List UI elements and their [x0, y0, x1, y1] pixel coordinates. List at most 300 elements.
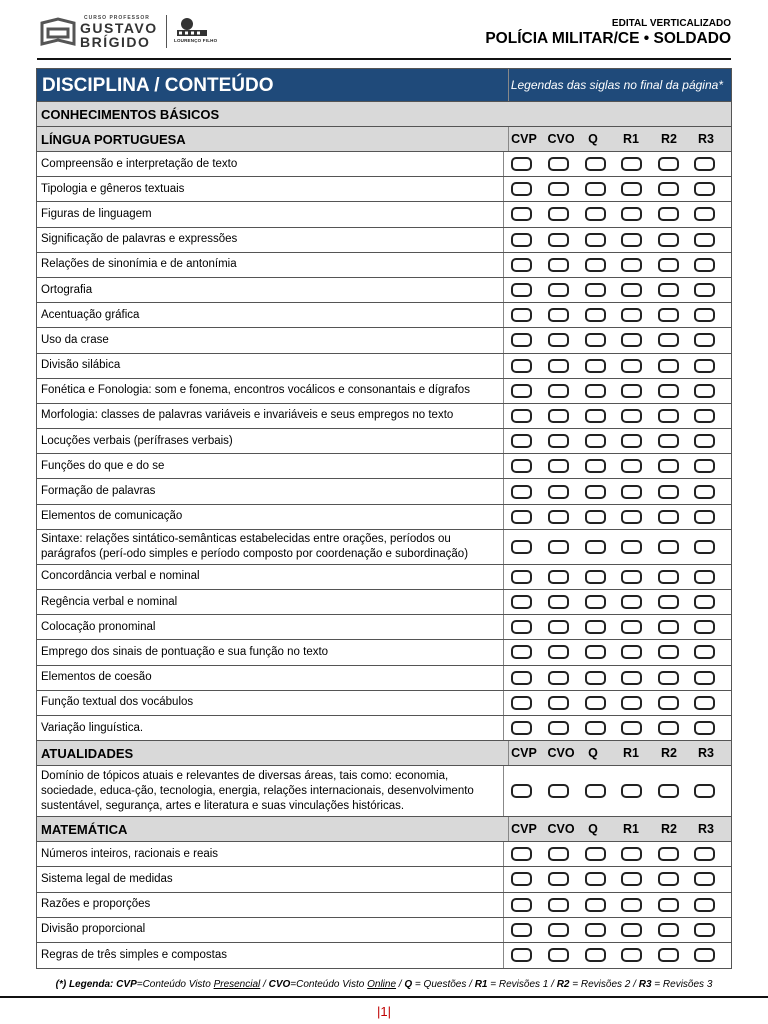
- table-row: [37, 530, 731, 565]
- checkbox-cvp[interactable]: [511, 207, 532, 221]
- checkbox-r1[interactable]: [621, 384, 642, 398]
- column-header: R2: [661, 132, 677, 146]
- checkbox-cvo[interactable]: [548, 459, 569, 473]
- checkbox-group: [504, 328, 731, 352]
- checkbox-cvp[interactable]: [511, 485, 532, 499]
- table-title-row: [37, 69, 731, 102]
- table-row: [37, 379, 731, 404]
- checkbox-group: [504, 354, 731, 378]
- checkbox-q[interactable]: [585, 207, 606, 221]
- column-headers: [509, 127, 731, 151]
- checkbox-group: [504, 943, 731, 968]
- checkbox-group: [504, 918, 731, 942]
- checkbox-group: [504, 202, 731, 226]
- checkbox-r2[interactable]: [658, 233, 679, 247]
- checkbox-group: [504, 454, 731, 478]
- checkbox-cvo[interactable]: [548, 948, 569, 962]
- checkbox-q[interactable]: [585, 434, 606, 448]
- header-rule: [37, 58, 731, 60]
- checkbox-cvo[interactable]: [548, 409, 569, 423]
- checkbox-q[interactable]: [585, 948, 606, 962]
- checkbox-r1[interactable]: [621, 409, 642, 423]
- column-header: R2: [661, 822, 677, 837]
- topic-text: Números inteiros, racionais e reais: [37, 842, 504, 866]
- checkbox-q[interactable]: [585, 258, 606, 272]
- checkbox-cvo[interactable]: [548, 696, 569, 710]
- checkbox-cvp[interactable]: [511, 540, 532, 554]
- group-heading: CONHECIMENTOS BÁSICOS: [37, 102, 731, 127]
- column-header: R3: [698, 746, 714, 761]
- checkbox-cvp[interactable]: [511, 645, 532, 659]
- checkbox-r1[interactable]: [621, 283, 642, 297]
- checkbox-r3[interactable]: [694, 459, 715, 473]
- checkbox-r3[interactable]: [694, 182, 715, 196]
- table-row: [37, 943, 731, 968]
- checkbox-q[interactable]: [585, 333, 606, 347]
- checkbox-r2[interactable]: [658, 434, 679, 448]
- checkbox-r2[interactable]: [658, 620, 679, 634]
- checkbox-r2[interactable]: [658, 570, 679, 584]
- checkbox-group: [504, 479, 731, 503]
- checkbox-r2[interactable]: [658, 182, 679, 196]
- column-header: CVO: [547, 132, 575, 146]
- topic-text: Divisão proporcional: [37, 918, 504, 942]
- sections: [37, 127, 731, 968]
- checkbox-r1[interactable]: [621, 434, 642, 448]
- table-row: [37, 666, 731, 691]
- checkbox-cvo[interactable]: [548, 359, 569, 373]
- checkbox-r3[interactable]: [694, 258, 715, 272]
- topic-text: Variação linguística.: [37, 716, 504, 740]
- checkbox-r1[interactable]: [621, 645, 642, 659]
- checkbox-cvp[interactable]: [511, 182, 532, 196]
- checkbox-cvo[interactable]: [548, 157, 569, 171]
- checkbox-group: [504, 640, 731, 664]
- checkbox-r3[interactable]: [694, 359, 715, 373]
- footer-rule: [0, 996, 768, 998]
- checkbox-cvp[interactable]: [511, 283, 532, 297]
- checkbox-cvp[interactable]: [511, 595, 532, 609]
- checkbox-group: [504, 152, 731, 176]
- header-divider: [166, 15, 167, 48]
- checkbox-r3[interactable]: [694, 384, 715, 398]
- table-row: [37, 328, 731, 353]
- checkbox-r3[interactable]: [694, 233, 715, 247]
- checkbox-r3[interactable]: [694, 721, 715, 735]
- checkbox-q[interactable]: [585, 784, 606, 798]
- checkbox-group: [504, 505, 731, 529]
- table-row: [37, 454, 731, 479]
- checkbox-cvp[interactable]: [511, 157, 532, 171]
- checkbox-cvo[interactable]: [548, 784, 569, 798]
- table-row: [37, 615, 731, 640]
- checkbox-group: [504, 253, 731, 277]
- checkbox-group: [504, 842, 731, 866]
- checkbox-r1[interactable]: [621, 671, 642, 685]
- topic-text: Fonética e Fonologia: som e fonema, encontros vocálicos e consonantais e dígrafos: [37, 379, 504, 403]
- checkbox-r2[interactable]: [658, 258, 679, 272]
- checkbox-r1[interactable]: [621, 948, 642, 962]
- checkbox-cvo[interactable]: [548, 233, 569, 247]
- checkbox-r3[interactable]: [694, 948, 715, 962]
- checkbox-r3[interactable]: [694, 570, 715, 584]
- topic-text: Concordância verbal e nominal: [37, 565, 504, 589]
- table-row: [37, 202, 731, 227]
- checkbox-r2[interactable]: [658, 872, 679, 886]
- checkbox-r3[interactable]: [694, 308, 715, 322]
- checkbox-r1[interactable]: [621, 784, 642, 798]
- column-header: Q: [588, 132, 598, 146]
- checkbox-cvp[interactable]: [511, 570, 532, 584]
- table-row: [37, 505, 731, 530]
- checkbox-cvp[interactable]: [511, 233, 532, 247]
- checkbox-q[interactable]: [585, 872, 606, 886]
- topic-text: Emprego dos sinais de pontuação e sua função no texto: [37, 640, 504, 664]
- checkbox-r2[interactable]: [658, 207, 679, 221]
- checkbox-r1[interactable]: [621, 540, 642, 554]
- column-header: R3: [698, 822, 714, 837]
- topic-text: Morfologia: classes de palavras variáveis e invariáveis e seus empregos no texto: [37, 404, 504, 428]
- topic-text: Divisão silábica: [37, 354, 504, 378]
- checkbox-q[interactable]: [585, 157, 606, 171]
- checkbox-group: [504, 530, 731, 564]
- checkbox-q[interactable]: [585, 409, 606, 423]
- checkbox-r2[interactable]: [658, 923, 679, 937]
- checkbox-q[interactable]: [585, 620, 606, 634]
- checkbox-r2[interactable]: [658, 409, 679, 423]
- checkbox-cvo[interactable]: [548, 645, 569, 659]
- checkbox-r3[interactable]: [694, 645, 715, 659]
- section-title: LÍNGUA PORTUGUESA: [37, 127, 509, 151]
- table-row: [37, 766, 731, 817]
- checkbox-r1[interactable]: [621, 182, 642, 196]
- topic-text: Acentuação gráfica: [37, 303, 504, 327]
- checkbox-cvo[interactable]: [548, 207, 569, 221]
- checkbox-cvo[interactable]: [548, 872, 569, 886]
- checkbox-q[interactable]: [585, 510, 606, 524]
- checkbox-cvo[interactable]: [548, 540, 569, 554]
- checkbox-cvp[interactable]: [511, 872, 532, 886]
- checkbox-group: [504, 691, 731, 715]
- checkbox-r2[interactable]: [658, 308, 679, 322]
- checkbox-r1[interactable]: [621, 308, 642, 322]
- checkbox-r3[interactable]: [694, 157, 715, 171]
- checkbox-group: [504, 590, 731, 614]
- table-row: [37, 278, 731, 303]
- checkbox-r1[interactable]: [621, 595, 642, 609]
- checkbox-group: [504, 615, 731, 639]
- checkbox-r2[interactable]: [658, 671, 679, 685]
- checkbox-r2[interactable]: [658, 948, 679, 962]
- checkbox-group: [504, 666, 731, 690]
- topic-text: Sintaxe: relações sintático-semânticas estabelecidas entre orações, períodos ou parágrafos (perí-odo simples e período composto por coordenação e subordinação): [37, 530, 504, 564]
- checkbox-q[interactable]: [585, 898, 606, 912]
- checkbox-group: [504, 278, 731, 302]
- checkbox-r3[interactable]: [694, 898, 715, 912]
- checkbox-cvo[interactable]: [548, 847, 569, 861]
- legend-footnote: (*) Legenda: CVP=Conteúdo Visto Presencial / CVO=Conteúdo Visto Online / Q = Questões / R1 = Revisões 1 / R2 = Revisões 2 / R3 = Revisões 3: [55, 979, 713, 990]
- table-row: [37, 565, 731, 590]
- checkbox-r2[interactable]: [658, 847, 679, 861]
- checkbox-q[interactable]: [585, 570, 606, 584]
- topic-text: Elementos de coesão: [37, 666, 504, 690]
- checkbox-cvo[interactable]: [548, 898, 569, 912]
- column-header: R1: [623, 746, 639, 761]
- checkbox-q[interactable]: [585, 283, 606, 297]
- column-header: CVP: [511, 132, 537, 146]
- table-row: [37, 429, 731, 454]
- table-row: [37, 404, 731, 429]
- checkbox-cvo[interactable]: [548, 308, 569, 322]
- checkbox-cvp[interactable]: [511, 434, 532, 448]
- checkbox-cvp[interactable]: [511, 308, 532, 322]
- brand-name: CURSO PROFESSOR GUSTAVO BRÍGIDO: [80, 15, 158, 50]
- checkbox-cvp[interactable]: [511, 671, 532, 685]
- checkbox-r1[interactable]: [621, 872, 642, 886]
- checkbox-q[interactable]: [585, 847, 606, 861]
- table-row: [37, 867, 731, 892]
- column-headers: [509, 817, 731, 841]
- column-header: Q: [588, 746, 598, 761]
- checkbox-q[interactable]: [585, 485, 606, 499]
- checkbox-r3[interactable]: [694, 283, 715, 297]
- checkbox-r2[interactable]: [658, 784, 679, 798]
- topic-text: Colocação pronominal: [37, 615, 504, 639]
- checkbox-r3[interactable]: [694, 671, 715, 685]
- checkbox-cvo[interactable]: [548, 384, 569, 398]
- checkbox-r3[interactable]: [694, 923, 715, 937]
- checkbox-r3[interactable]: [694, 847, 715, 861]
- checkbox-r3[interactable]: [694, 620, 715, 634]
- checkbox-cvp[interactable]: [511, 620, 532, 634]
- checkbox-cvo[interactable]: [548, 923, 569, 937]
- topic-text: Uso da crase: [37, 328, 504, 352]
- checkbox-r1[interactable]: [621, 459, 642, 473]
- table-row: [37, 842, 731, 867]
- checkbox-r3[interactable]: [694, 696, 715, 710]
- checkbox-r1[interactable]: [621, 620, 642, 634]
- checkbox-q[interactable]: [585, 595, 606, 609]
- checkbox-r3[interactable]: [694, 595, 715, 609]
- checkbox-q[interactable]: [585, 696, 606, 710]
- checkbox-r2[interactable]: [658, 157, 679, 171]
- column-header: R1: [623, 822, 639, 837]
- checkbox-r1[interactable]: [621, 847, 642, 861]
- column-header: CVP: [511, 822, 537, 837]
- checkbox-cvp[interactable]: [511, 510, 532, 524]
- column-header: CVP: [511, 746, 537, 761]
- table-row: [37, 354, 731, 379]
- checkbox-cvp[interactable]: [511, 898, 532, 912]
- column-header: CVO: [547, 822, 575, 837]
- checkbox-q[interactable]: [585, 721, 606, 735]
- section-header: [37, 741, 731, 766]
- topic-text: Formação de palavras: [37, 479, 504, 503]
- doc-title: POLÍCIA MILITAR/CE • SOLDADO: [485, 30, 731, 47]
- table-row: [37, 716, 731, 741]
- checkbox-cvo[interactable]: [548, 434, 569, 448]
- checkbox-cvo[interactable]: [548, 258, 569, 272]
- checkbox-r2[interactable]: [658, 459, 679, 473]
- checkbox-r2[interactable]: [658, 333, 679, 347]
- checkbox-r3[interactable]: [694, 409, 715, 423]
- checkbox-r1[interactable]: [621, 333, 642, 347]
- checkbox-q[interactable]: [585, 923, 606, 937]
- checkbox-cvo[interactable]: [548, 595, 569, 609]
- checkbox-cvo[interactable]: [548, 182, 569, 196]
- topic-text: Regência verbal e nominal: [37, 590, 504, 614]
- topic-text: Elementos de comunicação: [37, 505, 504, 529]
- checkbox-r1[interactable]: [621, 898, 642, 912]
- checkbox-cvp[interactable]: [511, 359, 532, 373]
- checkbox-r3[interactable]: [694, 872, 715, 886]
- topic-text: Relações de sinonímia e de antonímia: [37, 253, 504, 277]
- checkbox-cvo[interactable]: [548, 721, 569, 735]
- checkbox-q[interactable]: [585, 384, 606, 398]
- checkbox-r2[interactable]: [658, 283, 679, 297]
- checkbox-group: [504, 867, 731, 891]
- checkbox-q[interactable]: [585, 459, 606, 473]
- topic-text: Domínio de tópicos atuais e relevantes de diversas áreas, tais como: economia, sociedade, educa-ção, tecnologia, energia, relações internacionais, desenvolvimento sustentável, segurança, artes e literatura e suas vinculações históricas.: [37, 766, 504, 816]
- table-row: [37, 590, 731, 615]
- table-row: [37, 152, 731, 177]
- checkbox-r3[interactable]: [694, 540, 715, 554]
- checkbox-r2[interactable]: [658, 721, 679, 735]
- table-row: [37, 303, 731, 328]
- checkbox-cvp[interactable]: [511, 258, 532, 272]
- section-title: MATEMÁTICA: [37, 817, 509, 841]
- checkbox-cvp[interactable]: [511, 459, 532, 473]
- column-header: R1: [623, 132, 639, 146]
- checkbox-q[interactable]: [585, 359, 606, 373]
- table-row: [37, 479, 731, 504]
- table-row: [37, 893, 731, 918]
- checkbox-cvo[interactable]: [548, 620, 569, 634]
- column-headers: [509, 741, 731, 765]
- checkbox-r2[interactable]: [658, 510, 679, 524]
- column-header: R3: [698, 132, 714, 146]
- checkbox-q[interactable]: [585, 671, 606, 685]
- checkbox-r2[interactable]: [658, 384, 679, 398]
- checkbox-cvp[interactable]: [511, 409, 532, 423]
- checkbox-r1[interactable]: [621, 570, 642, 584]
- checkbox-group: [504, 565, 731, 589]
- checkbox-group: [504, 404, 731, 428]
- checkbox-r1[interactable]: [621, 157, 642, 171]
- section-header: [37, 817, 731, 842]
- checkbox-r2[interactable]: [658, 540, 679, 554]
- checkbox-q[interactable]: [585, 233, 606, 247]
- checkbox-r1[interactable]: [621, 359, 642, 373]
- checkbox-cvp[interactable]: [511, 384, 532, 398]
- checkbox-group: [504, 893, 731, 917]
- seal-caption: LOURENÇO FILHO: [174, 38, 218, 43]
- checkbox-q[interactable]: [585, 540, 606, 554]
- topic-text: Função textual dos vocábulos: [37, 691, 504, 715]
- section-header: [37, 127, 731, 152]
- checkbox-cvp[interactable]: [511, 721, 532, 735]
- checkbox-r3[interactable]: [694, 434, 715, 448]
- section-title: ATUALIDADES: [37, 741, 509, 765]
- checkbox-r1[interactable]: [621, 233, 642, 247]
- checkbox-group: [504, 228, 731, 252]
- table-row: [37, 228, 731, 253]
- checkbox-r3[interactable]: [694, 207, 715, 221]
- topic-text: Regras de três simples e compostas: [37, 943, 504, 968]
- checkbox-cvp[interactable]: [511, 948, 532, 962]
- book-logo-icon: [40, 17, 76, 47]
- topic-text: Tipologia e gêneros textuais: [37, 177, 504, 201]
- checkbox-cvp[interactable]: [511, 923, 532, 937]
- topic-text: Sistema legal de medidas: [37, 867, 504, 891]
- checkbox-r2[interactable]: [658, 645, 679, 659]
- checkbox-cvp[interactable]: [511, 784, 532, 798]
- checkbox-cvo[interactable]: [548, 485, 569, 499]
- table-row: [37, 691, 731, 716]
- column-header: R2: [661, 746, 677, 761]
- checkbox-cvp[interactable]: [511, 696, 532, 710]
- column-header: Q: [588, 822, 598, 837]
- checkbox-r2[interactable]: [658, 359, 679, 373]
- checkbox-r2[interactable]: [658, 485, 679, 499]
- checkbox-r1[interactable]: [621, 923, 642, 937]
- topic-text: Compreensão e interpretação de texto: [37, 152, 504, 176]
- topic-text: Significação de palavras e expressões: [37, 228, 504, 252]
- checkbox-q[interactable]: [585, 645, 606, 659]
- checkbox-group: [504, 429, 731, 453]
- table-row: [37, 640, 731, 665]
- checkbox-cvo[interactable]: [548, 283, 569, 297]
- checkbox-cvp[interactable]: [511, 847, 532, 861]
- checkbox-cvp[interactable]: [511, 333, 532, 347]
- document-heading: [485, 18, 731, 48]
- checkbox-r2[interactable]: [658, 696, 679, 710]
- table-title: DISCIPLINA / CONTEÚDO: [37, 69, 509, 101]
- checkbox-q[interactable]: [585, 182, 606, 196]
- checkbox-r3[interactable]: [694, 784, 715, 798]
- checkbox-q[interactable]: [585, 308, 606, 322]
- checkbox-r2[interactable]: [658, 595, 679, 609]
- checkbox-cvo[interactable]: [548, 510, 569, 524]
- page-header: [0, 0, 768, 60]
- checkbox-r1[interactable]: [621, 721, 642, 735]
- checkbox-r3[interactable]: [694, 333, 715, 347]
- checkbox-r1[interactable]: [621, 258, 642, 272]
- checkbox-r1[interactable]: [621, 207, 642, 221]
- topic-text: Razões e proporções: [37, 893, 504, 917]
- checkbox-r1[interactable]: [621, 510, 642, 524]
- checkbox-r1[interactable]: [621, 485, 642, 499]
- table-row: [37, 177, 731, 202]
- checkbox-cvo[interactable]: [548, 333, 569, 347]
- checkbox-r3[interactable]: [694, 510, 715, 524]
- legend-note: Legendas das siglas no final da página*: [510, 78, 723, 92]
- checkbox-r2[interactable]: [658, 898, 679, 912]
- table-row: [37, 253, 731, 278]
- checkbox-group: [504, 766, 731, 816]
- checkbox-cvo[interactable]: [548, 671, 569, 685]
- checkbox-group: [504, 177, 731, 201]
- topic-text: Funções do que e do se: [37, 454, 504, 478]
- checkbox-cvo[interactable]: [548, 570, 569, 584]
- content-checklist-table: [36, 68, 732, 969]
- checkbox-r3[interactable]: [694, 485, 715, 499]
- page-number: |1|: [377, 1004, 391, 1019]
- checkbox-group: [504, 379, 731, 403]
- topic-text: Ortografia: [37, 278, 504, 302]
- table-row: [37, 918, 731, 943]
- checkbox-r1[interactable]: [621, 696, 642, 710]
